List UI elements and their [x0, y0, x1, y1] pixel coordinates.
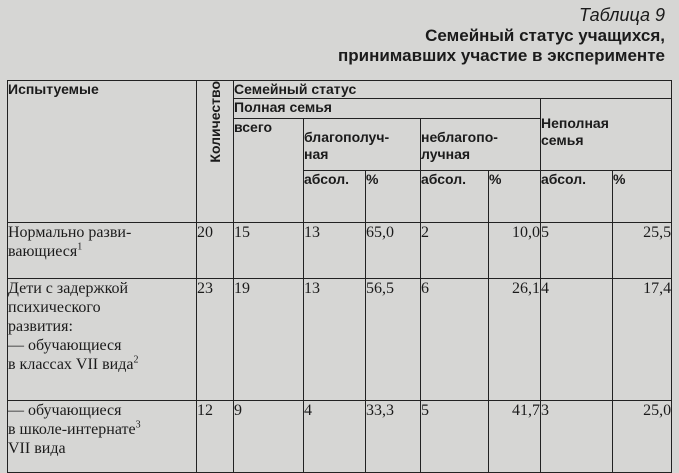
cell-dysfunctional-abs: 2 — [421, 223, 489, 279]
table-row — [8, 401, 672, 473]
header-dysfunctional-abs: абсол. — [421, 171, 489, 223]
header-incomplete-line-1: Неполная — [541, 115, 609, 131]
cell-dysfunctional-abs: 5 — [421, 401, 489, 473]
header-family-status: Семейный статус — [234, 81, 672, 99]
cell-incomplete-pct: 25,5 — [613, 223, 672, 279]
row-name-line: — обучающиеся — [8, 402, 122, 419]
header-prosperous-line-2: ная — [304, 146, 329, 162]
row-name — [8, 279, 197, 401]
cell-dysfunctional-pct: 26,1 — [489, 279, 541, 401]
cell-incomplete-pct: 17,4 — [613, 279, 672, 401]
row-name-line: Дети с задержкой — [8, 280, 129, 297]
cell-count: 23 — [197, 279, 234, 401]
cell-total: 9 — [234, 401, 304, 473]
row-name-line: психического — [8, 299, 101, 316]
row-name-line — [8, 420, 196, 439]
header-prosperous-line-1: благополуч- — [304, 129, 390, 145]
cell-prosperous-abs: 4 — [304, 401, 366, 473]
footnote-marker: 3 — [135, 419, 141, 431]
row-name-line-text: вающиеся — [8, 243, 78, 260]
table-caption — [165, 4, 665, 66]
cell-dysfunctional-pct: 41,7 — [489, 401, 541, 473]
cell-prosperous-pct: 33,3 — [366, 401, 421, 473]
cell-count: 12 — [197, 401, 234, 473]
header-prosperous-abs: абсол. — [304, 171, 366, 223]
cell-dysfunctional-pct: 10,0 — [489, 223, 541, 279]
row-name-line: VII вида — [8, 440, 66, 457]
row-name-line — [8, 242, 196, 261]
table-title-line-1: Семейный статус учащихся, — [425, 26, 665, 45]
cell-incomplete-abs: 5 — [541, 223, 613, 279]
row-name — [8, 223, 197, 279]
cell-count: 20 — [197, 223, 234, 279]
cell-total: 15 — [234, 223, 304, 279]
row-name-line: развития: — [8, 318, 73, 335]
header-subjects: Испытуемые — [8, 81, 197, 223]
cell-dysfunctional-abs: 6 — [421, 279, 489, 401]
row-name-line-text: в школе-интернате — [8, 421, 136, 438]
header-full-family: Полная семья — [234, 99, 541, 119]
header-prosperous — [304, 119, 421, 171]
table-title-line-2: принимавших участие в эксперименте — [337, 46, 665, 65]
header-prosperous-pct: % — [366, 171, 421, 223]
cell-prosperous-pct: 65,0 — [366, 223, 421, 279]
header-incomplete-family — [541, 99, 672, 171]
cell-prosperous-abs: 13 — [304, 223, 366, 279]
cell-total: 19 — [234, 279, 304, 401]
header-dysfunctional-line-2: лучная — [421, 146, 471, 162]
header-count — [197, 81, 234, 223]
header-dysfunctional-line-1: неблагопо- — [421, 129, 498, 145]
row-name-line: Нормально разви- — [8, 224, 132, 241]
table-row — [8, 223, 672, 279]
header-total: всего — [234, 119, 304, 223]
cell-incomplete-pct: 25,0 — [613, 401, 672, 473]
header-incomplete-pct: % — [613, 171, 672, 223]
header-incomplete-abs: абсол. — [541, 171, 613, 223]
cell-incomplete-abs: 4 — [541, 279, 613, 401]
row-name-line-text: в классах VII вида — [8, 356, 134, 373]
header-incomplete-line-2: семья — [541, 132, 584, 148]
table-row — [8, 279, 672, 401]
header-count-label: Количество — [207, 81, 223, 163]
family-status-table — [7, 80, 672, 473]
row-name-line: — обучающиеся — [8, 337, 122, 354]
header-dysfunctional-pct: % — [489, 171, 541, 223]
table-number: Таблица 9 — [578, 5, 665, 25]
cell-incomplete-abs: 3 — [541, 401, 613, 473]
cell-prosperous-pct: 56,5 — [366, 279, 421, 401]
row-name-line — [8, 355, 196, 374]
footnote-marker: 1 — [77, 241, 83, 253]
cell-prosperous-abs: 13 — [304, 279, 366, 401]
footnote-marker: 2 — [133, 354, 139, 366]
row-name — [8, 401, 197, 473]
header-dysfunctional — [421, 119, 541, 171]
